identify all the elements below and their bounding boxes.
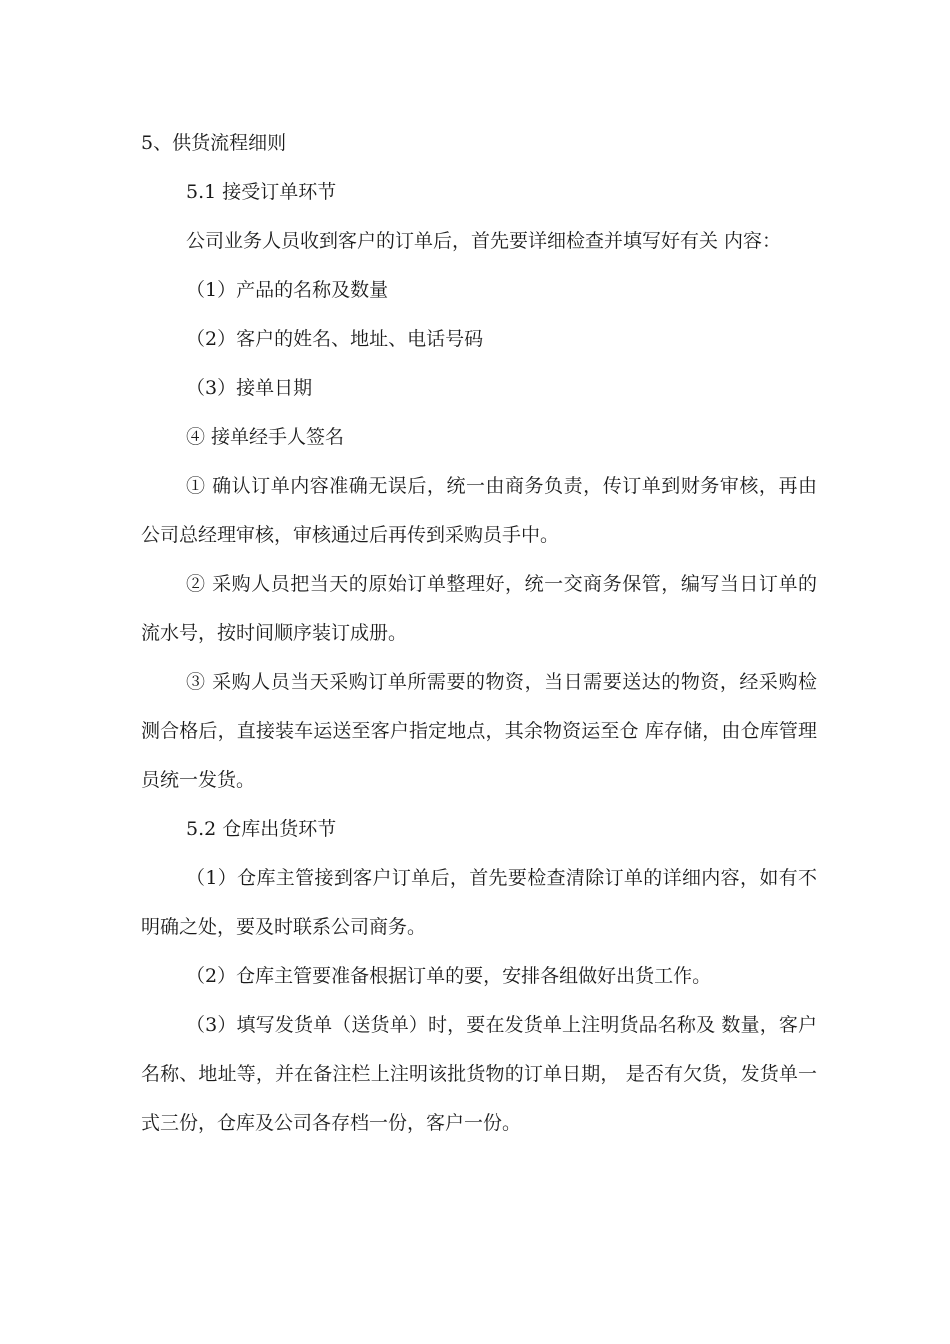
warehouse-step-invoice: （3）填写发货单（送货单）时，要在发货单上注明货品名称及 数量，客户名称、地址等，并在备注栏上注明该批货物的订单日期， 是否有欠货，发货单一式三份，仓库及公司各存档一份，客户一份。 [141, 1014, 817, 1134]
paragraph-intro: 公司业务人员收到客户的订单后，首先要详细检查并填写好有关 内容： [186, 230, 782, 252]
list-item-product: （1）产品的名称及数量 [186, 279, 389, 301]
subsection-title-5-1: 5.1 接受订单环节 [186, 181, 337, 203]
list-item-customer: （2）客户的姓名、地址、电话号码 [186, 328, 484, 350]
document-body [141, 119, 817, 1148]
subsection-title-5-2: 5.2 仓库出货环节 [186, 818, 337, 840]
warehouse-step-prepare: （2）仓库主管要准备根据订单的要，安排各组做好出货工作。 [186, 965, 712, 987]
list-item-date: （3）接单日期 [186, 377, 313, 399]
step-confirm-order: ① 确认订单内容准确无误后，统一由商务负责，传订单到财务审核，再由公司总经理审核，审核通过后再传到采购员手中。 [141, 475, 817, 546]
step-purchase-materials: ③ 采购人员当天采购订单所需要的物资，当日需要送达的物资，经采购检测合格后，直接装车运送至客户指定地点，其余物资运至仓 库存储，由仓库管理员统一发货。 [141, 671, 817, 791]
warehouse-step-check: （1）仓库主管接到客户订单后，首先要检查清除订单的详细内容，如有不明确之处，要及时联系公司商务。 [141, 867, 817, 938]
list-item-signature: ④ 接单经手人签名 [186, 426, 345, 448]
step-organize-orders: ② 采购人员把当天的原始订单整理好，统一交商务保管，编写当日订单的流水号，按时间顺序装订成册。 [141, 573, 817, 644]
section-title: 5、供货流程细则 [141, 132, 287, 154]
